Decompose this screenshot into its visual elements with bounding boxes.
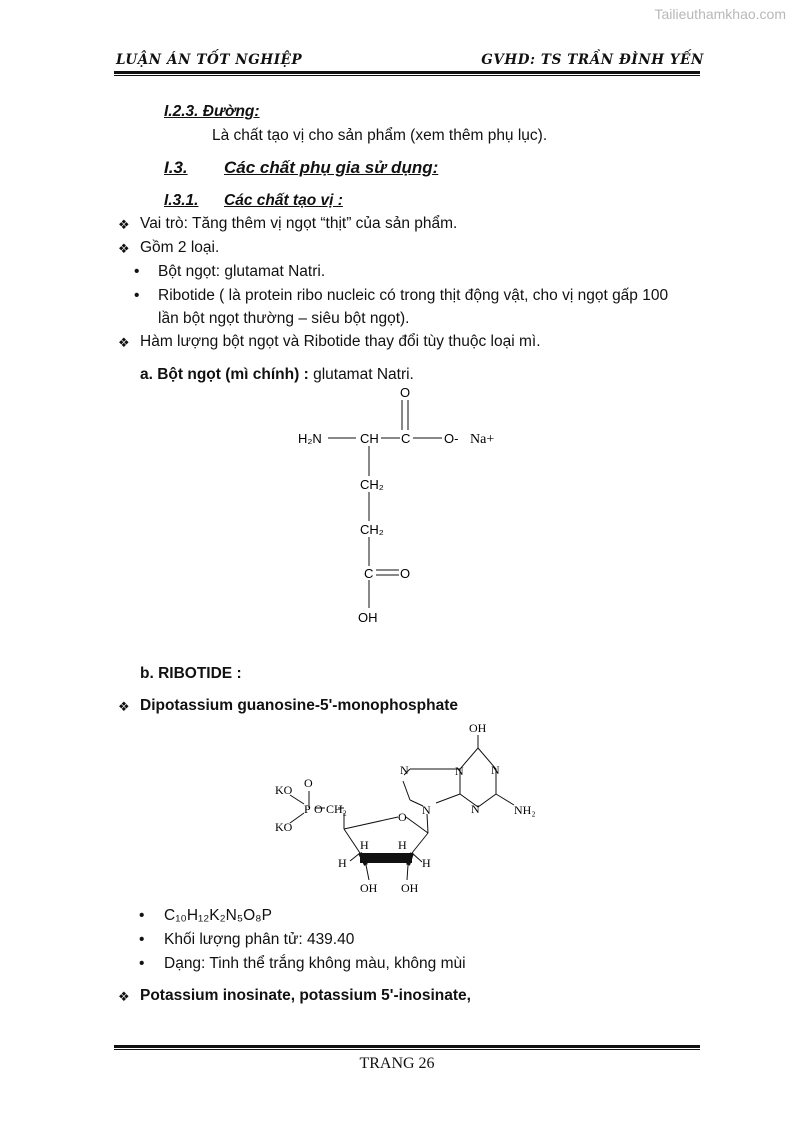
dot-bullet-icon: • xyxy=(139,931,145,948)
section-1-3-number: I.3. xyxy=(164,158,188,177)
glutamate-ch2-a: CH₂ xyxy=(360,477,384,492)
header-right: GVHD: TS TRẦN ĐÌNH YẾN xyxy=(481,52,704,68)
line-gom: Gồm 2 loại. xyxy=(140,239,220,256)
gmp-ko-bottom: KO xyxy=(275,820,293,834)
line-ham-luong: Hàm lượng bột ngọt và Ribotide thay đổi tùy thuộc loại mì. xyxy=(140,333,541,350)
gmp-n-right: N xyxy=(491,763,500,777)
gmp-ko-top: KO xyxy=(275,783,293,797)
glutamate-o-top: O xyxy=(400,385,411,400)
line-vai-tro: Vai trò: Tăng thêm vị ngọt “thịt” của sản phẩm. xyxy=(140,215,458,232)
glutamate-o-minus: O- xyxy=(444,431,459,446)
glutamate-h2n: H₂N xyxy=(298,431,322,446)
glutamate-c2: C xyxy=(364,566,374,581)
gmp-h-inner-right: H xyxy=(398,838,407,852)
gmp-structure xyxy=(270,715,550,900)
section-1-2-3-body: Là chất tạo vị cho sản phẩm (xem thêm phụ lục). xyxy=(212,127,548,144)
dot-bullet-icon: • xyxy=(134,287,140,304)
gmp-oh-left: OH xyxy=(360,881,378,895)
diamond-bullet-icon: ❖ xyxy=(118,217,130,232)
section-1-2-3-title: I.2.3. Đường: xyxy=(164,103,260,120)
glutamate-ch2-b: CH₂ xyxy=(360,522,384,537)
gmp-o-phosphoryl: O xyxy=(304,776,313,790)
bullet-ribotide-line-2: lần bột ngọt thường – siêu bột ngọt). xyxy=(158,310,410,327)
subsection-a-rest: glutamat Natri. xyxy=(308,366,414,383)
gmp-formula: C₁₀H₁₂K₂N₅O₈P xyxy=(164,907,272,924)
glutamate-oh: OH xyxy=(358,610,378,625)
bullet-ribotide-line-1: Ribotide ( là protein ribo nucleic có trong thịt động vật, cho vị ngọt gấp 100 xyxy=(158,287,669,304)
header-rule-thin xyxy=(114,75,700,76)
gmp-nh2: NH₂ xyxy=(514,803,536,817)
glutamate-ch: CH xyxy=(360,431,379,446)
gmp-h-inner-left: H xyxy=(360,838,369,852)
glutamate-c1: C xyxy=(401,431,411,446)
section-1-3-1-number: I.3.1. xyxy=(164,192,199,209)
glutamate-structure xyxy=(280,380,520,630)
section-1-3-1-title: Các chất tạo vị : xyxy=(224,192,343,209)
footer-rule-thin xyxy=(114,1049,700,1050)
dot-bullet-icon: • xyxy=(134,263,140,280)
dipotassium-title: Dipotassium guanosine-5'-monophosphate xyxy=(140,697,459,714)
gmp-o-link: O xyxy=(314,802,323,816)
gmp-oh-top: OH xyxy=(469,721,487,735)
gmp-mass: Khối lượng phân tử: 439.40 xyxy=(164,931,355,948)
glutamate-o-right: O xyxy=(400,566,411,581)
header-rule xyxy=(114,71,700,74)
diamond-bullet-icon: ❖ xyxy=(118,335,130,350)
gmp-oh-right: OH xyxy=(401,881,419,895)
gmp-n-glycosidic: N xyxy=(422,803,431,817)
subsection-a-label: a. Bột ngọt (mì chính) : xyxy=(140,366,309,383)
section-1-3-title: Các chất phụ gia sử dụng: xyxy=(224,158,439,177)
watermark: Tailieuthamkhao.com xyxy=(654,6,786,22)
gmp-form: Dạng: Tinh thể trắng không màu, không mùi xyxy=(164,955,466,972)
diamond-bullet-icon: ❖ xyxy=(118,699,130,714)
diamond-bullet-icon: ❖ xyxy=(118,989,130,1004)
gmp-h-left: H xyxy=(338,856,347,870)
dot-bullet-icon: • xyxy=(139,955,145,972)
gmp-o-ring: O xyxy=(398,810,407,824)
bullet-bot-ngot: Bột ngọt: glutamat Natri. xyxy=(158,263,326,280)
gmp-h-right: H xyxy=(422,856,431,870)
gmp-n-mid: N xyxy=(455,764,464,778)
gmp-n-bottom: N xyxy=(471,802,480,816)
diamond-bullet-icon: ❖ xyxy=(118,241,130,256)
dot-bullet-icon: • xyxy=(139,907,145,924)
glutamate-na: Na+ xyxy=(470,432,495,447)
potassium-title: Potassium inosinate, potassium 5'-inosinate, xyxy=(140,987,471,1004)
footer-rule xyxy=(114,1045,700,1048)
gmp-p: P xyxy=(304,802,311,816)
page-number: TRANG 26 xyxy=(359,1055,435,1072)
gmp-ch2: CH₂ xyxy=(326,802,347,816)
subsection-b-label: b. RIBOTIDE : xyxy=(140,665,242,682)
gmp-n-imidazole: N xyxy=(400,763,409,777)
header-left: LUẬN ÁN TỐT NGHIỆP xyxy=(116,52,303,68)
